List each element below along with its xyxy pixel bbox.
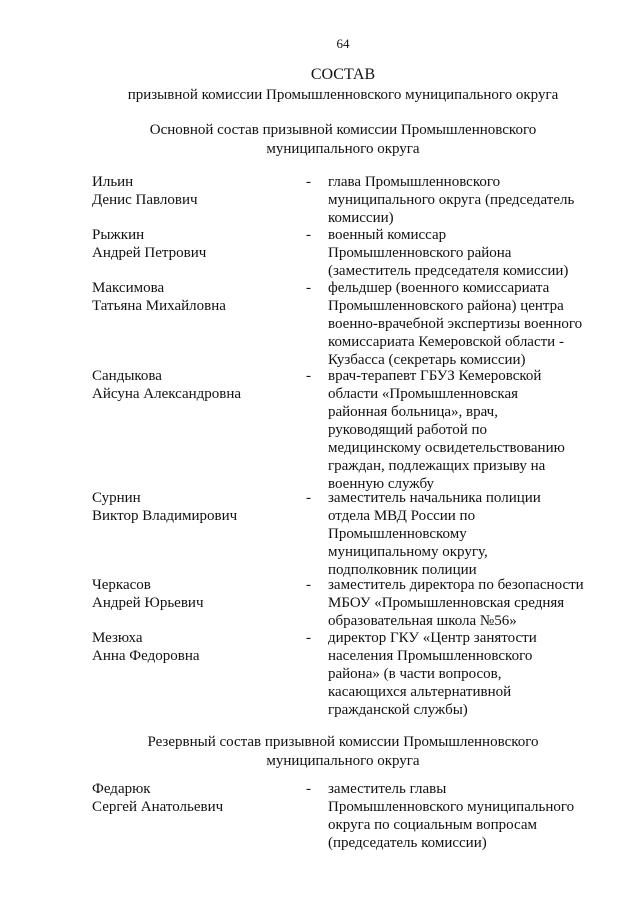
member-role bbox=[328, 173, 598, 227]
member-role-line: округа по социальным вопросам bbox=[328, 817, 537, 833]
member-role-line: врач-терапевт ГБУЗ Кемеровской bbox=[328, 368, 542, 384]
member-name bbox=[92, 279, 292, 315]
member-surname: Ильин bbox=[92, 174, 134, 190]
member-dash: - bbox=[306, 174, 311, 190]
member-role-line: Кузбасса (секретарь комиссии) bbox=[328, 352, 526, 368]
member-role bbox=[328, 279, 598, 369]
member-role-line: глава Промышленновского bbox=[328, 174, 501, 190]
main-section-heading bbox=[110, 121, 576, 159]
member-given-name: Денис Павлович bbox=[92, 192, 198, 208]
member-name bbox=[92, 489, 292, 525]
member-role-line: руководящий работой по bbox=[328, 422, 488, 438]
member-role-line: населения Промышленновского bbox=[328, 648, 533, 664]
member-surname: Мезюха bbox=[92, 630, 143, 646]
member-surname: Федарюк bbox=[92, 781, 151, 797]
member-role-line: отдела МВД России по bbox=[328, 508, 476, 524]
member-dash: - bbox=[306, 577, 311, 593]
member-given-name: Андрей Петрович bbox=[92, 245, 207, 261]
member-role-line: образовательная школа №56» bbox=[328, 613, 517, 629]
member-role-line: (председатель комиссии) bbox=[328, 835, 487, 851]
member-dash: - bbox=[306, 630, 311, 646]
member-role-line: заместитель директора по безопасности bbox=[328, 577, 584, 593]
member-role-line: подполковник полиции bbox=[328, 562, 477, 578]
member-role-line: района» (в части вопросов, bbox=[328, 666, 502, 682]
member-role-line: фельдшер (военного комиссариата bbox=[328, 280, 550, 296]
reserve-section-heading bbox=[110, 733, 576, 771]
member-role-line: Промышленновского района) центра bbox=[328, 298, 564, 314]
member-role-line: МБОУ «Промышленновская средняя bbox=[328, 595, 565, 611]
member-role-line: комиссии) bbox=[328, 210, 394, 226]
member-role-line: муниципального округа (председатель bbox=[328, 192, 575, 208]
member-role-line: военный комиссар bbox=[328, 227, 447, 243]
member-role-line: заместитель начальника полиции bbox=[328, 490, 541, 506]
member-role bbox=[328, 629, 598, 719]
member-role-line: военно-врачебной экспертизы военного bbox=[328, 316, 583, 332]
member-role-line: (заместитель председателя комиссии) bbox=[328, 263, 569, 279]
member-role bbox=[328, 576, 598, 630]
main-section-heading-line: Основной состав призывной комиссии Промышленновского bbox=[149, 122, 537, 138]
reserve-section-heading-line: Резервный состав призывной комиссии Промышленновского bbox=[147, 734, 539, 750]
reserve-section-heading-line: муниципального округа bbox=[266, 753, 420, 769]
member-role-line: военную службу bbox=[328, 476, 435, 492]
member-given-name: Сергей Анатольевич bbox=[92, 799, 224, 815]
member-role bbox=[328, 489, 598, 579]
member-role-line: граждан, подлежащих призыву на bbox=[328, 458, 546, 474]
member-surname: Максимова bbox=[92, 280, 165, 296]
member-role-line: муниципальному округу, bbox=[328, 544, 488, 560]
member-given-name: Айсуна Александровна bbox=[92, 386, 242, 402]
member-dash: - bbox=[306, 280, 311, 296]
member-given-name: Анна Федоровна bbox=[92, 648, 200, 664]
member-surname: Сурнин bbox=[92, 490, 141, 506]
member-role-line: касающихся альтернативной bbox=[328, 684, 512, 700]
member-name bbox=[92, 780, 292, 816]
member-role-line: области «Промышленновская bbox=[328, 386, 519, 402]
member-role-line: заместитель главы bbox=[328, 781, 447, 797]
member-given-name: Андрей Юрьевич bbox=[92, 595, 204, 611]
document-title: СОСТАВ bbox=[310, 66, 376, 83]
member-role-line: Промышленновского района bbox=[328, 245, 512, 261]
member-role bbox=[328, 780, 598, 852]
page-number: 64 bbox=[336, 36, 350, 51]
member-dash: - bbox=[306, 781, 311, 797]
member-surname: Черкасов bbox=[92, 577, 151, 593]
member-name bbox=[92, 367, 292, 403]
member-name bbox=[92, 576, 292, 612]
member-role-line: директор ГКУ «Центр занятости bbox=[328, 630, 537, 646]
member-role-line: комиссариата Кемеровской области - bbox=[328, 334, 564, 350]
member-role bbox=[328, 226, 598, 280]
member-surname: Сандыкова bbox=[92, 368, 162, 384]
member-dash: - bbox=[306, 490, 311, 506]
member-name bbox=[92, 226, 292, 262]
member-name bbox=[92, 629, 292, 665]
member-surname: Рыжкин bbox=[92, 227, 145, 243]
member-given-name: Татьяна Михайловна bbox=[92, 298, 226, 314]
member-dash: - bbox=[306, 227, 311, 243]
member-dash: - bbox=[306, 368, 311, 384]
member-role bbox=[328, 367, 598, 493]
member-role-line: гражданской службы) bbox=[328, 702, 468, 718]
member-role-line: Промышленновскому bbox=[328, 526, 467, 542]
member-name bbox=[92, 173, 292, 209]
main-section-heading-line: муниципального округа bbox=[266, 141, 420, 157]
member-role-line: районная больница», врач, bbox=[328, 404, 498, 420]
member-given-name: Виктор Владимирович bbox=[92, 508, 238, 524]
member-role-line: Промышленновского муниципального bbox=[328, 799, 575, 815]
member-role-line: медицинскому освидетельствованию bbox=[328, 440, 565, 456]
document-subtitle: призывной комиссии Промышленновского муниципального округа bbox=[127, 87, 559, 103]
